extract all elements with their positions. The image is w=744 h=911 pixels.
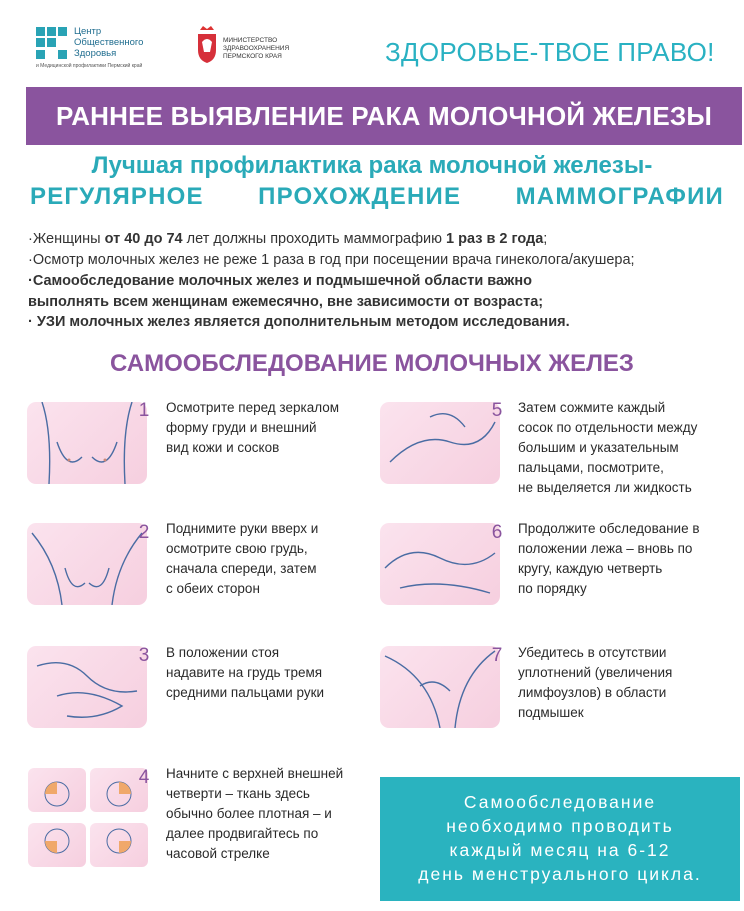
bullet-text: ;: [543, 231, 548, 247]
step-line: В положении стоя: [166, 645, 280, 660]
bullet-ultrasound: · УЗИ молочных желез является дополнительным методом исследования.: [28, 314, 570, 330]
armpit-check-illustration: [380, 646, 500, 728]
step-line: Начните с верхней внешней: [166, 766, 344, 781]
subtitle-line-1: Лучшая профилактика рака молочной железы-: [91, 152, 653, 179]
step-7-text: [518, 643, 672, 723]
bullet-text: ·Женщины: [28, 231, 105, 247]
reminder-line: каждый месяц на 6-12: [449, 840, 671, 860]
step-number-4: 4: [138, 767, 150, 788]
standing-palpation-illustration: [27, 646, 147, 728]
arms-raised-illustration: [27, 523, 147, 605]
step-line: по порядку: [518, 581, 587, 596]
step-line: обычно более плотная – и: [166, 806, 332, 821]
step-line: сначала спереди, затем: [166, 561, 317, 576]
health-center-logo-icon: [36, 27, 68, 59]
ministry-name: МИНИСТЕРСТВО ЗДРАВООХРАНЕНИЯ ПЕРМСКОГО КРАЯ: [223, 37, 290, 60]
quadrant-diagram-illustration-4: [90, 823, 148, 867]
step-number-3: 3: [138, 645, 150, 666]
step-line: положении лежа – вновь по: [518, 541, 693, 556]
banner-title: РАННЕЕ ВЫЯВЛЕНИЕ РАКА МОЛОЧНОЙ ЖЕЛЕЗЫ: [55, 101, 713, 131]
bullet-self-exam-2: выполнять всем женщинам ежемесячно, вне зависимости от возраста;: [28, 294, 544, 310]
step-line: надавите на грудь тремя: [166, 665, 323, 680]
step-4-text: [166, 764, 343, 864]
lying-exam-illustration: [380, 523, 500, 605]
bullet-mammography-age: [28, 231, 728, 248]
perm-crest-icon: [196, 24, 218, 64]
step-number-6: 6: [491, 522, 503, 543]
step-number-5: 5: [491, 400, 503, 421]
step-2-text: [166, 519, 318, 599]
reminder-text: [380, 790, 740, 886]
bullet-frequency: 1 раз в 2 года: [446, 231, 544, 247]
step-line: с обеих сторон: [166, 581, 260, 596]
org1-name: Центр Общественного Здоровья: [74, 26, 144, 59]
step-line: средними пальцами руки: [166, 685, 325, 700]
org1-subtitle: и Медицинской профилактики Пермский край: [36, 63, 143, 69]
step-line: сосок по отдельности между: [518, 420, 698, 435]
step-line: не выделяется ли жидкость: [518, 480, 692, 495]
step-6-text: [518, 519, 700, 599]
step-line: подмышек: [518, 705, 584, 720]
step-line: кругу, каждую четверть: [518, 561, 663, 576]
step-5-text: [518, 398, 697, 498]
subtitle-line-2: РЕГУЛЯРНОЕ ПРОХОЖДЕНИЕ МАММОГРАФИИ: [30, 183, 724, 210]
reminder-line: день менструального цикла.: [418, 864, 702, 884]
quadrant-diagram-illustration-3: [28, 823, 86, 867]
step-line: Осмотрите перед зеркалом: [166, 400, 340, 415]
step-line: Затем сожмите каждый: [518, 400, 666, 415]
step-line: вид кожи и сосков: [166, 440, 280, 455]
step-line: уплотнений (увеличения: [518, 665, 673, 680]
slogan: ЗДОРОВЬЕ-ТВОЕ ПРАВО!: [385, 37, 715, 67]
step-line: Продолжите обследование в: [518, 521, 700, 536]
step-line: Поднимите руки вверх и: [166, 521, 319, 536]
step-number-7: 7: [491, 645, 503, 666]
reminder-line: необходимо проводить: [446, 816, 674, 836]
section-title: САМООБСЛЕДОВАНИЕ МОЛОЧНЫХ ЖЕЛЕЗ: [110, 350, 634, 377]
bullet-age-range: от 40 до 74: [104, 231, 183, 247]
step-line: лимфоузлов) в области: [518, 685, 667, 700]
step-number-2: 2: [138, 522, 150, 543]
quadrant-diagram-illustration: [28, 768, 86, 812]
step-line: большим и указательным: [518, 440, 679, 455]
mirror-inspection-illustration: [27, 402, 147, 484]
step-line: далее продвигайтесь по: [166, 826, 319, 841]
step-number-1: 1: [138, 400, 150, 421]
step-line: часовой стрелке: [166, 846, 270, 861]
step-line: четверти – ткань здесь: [166, 786, 310, 801]
step-line: форму груди и внешний: [166, 420, 317, 435]
step-line: пальцами, посмотрите,: [518, 460, 664, 475]
bullet-gynecologist-exam: ·Осмотр молочных желез не реже 1 раза в год при посещении врача гинеколога/акушера;: [28, 252, 635, 268]
bullet-self-exam-1: ·Самообследование молочных желез и подмышечной области важно: [28, 273, 532, 289]
step-line: осмотрите свою грудь,: [166, 541, 308, 556]
reminder-line: Самообследование: [463, 792, 657, 812]
step-3-text: [166, 643, 324, 703]
step-1-text: [166, 398, 339, 458]
bullet-text: лет должны проходить маммографию: [182, 231, 447, 247]
step-line: Убедитесь в отсутствии: [518, 645, 667, 660]
nipple-squeeze-illustration: [380, 402, 500, 484]
